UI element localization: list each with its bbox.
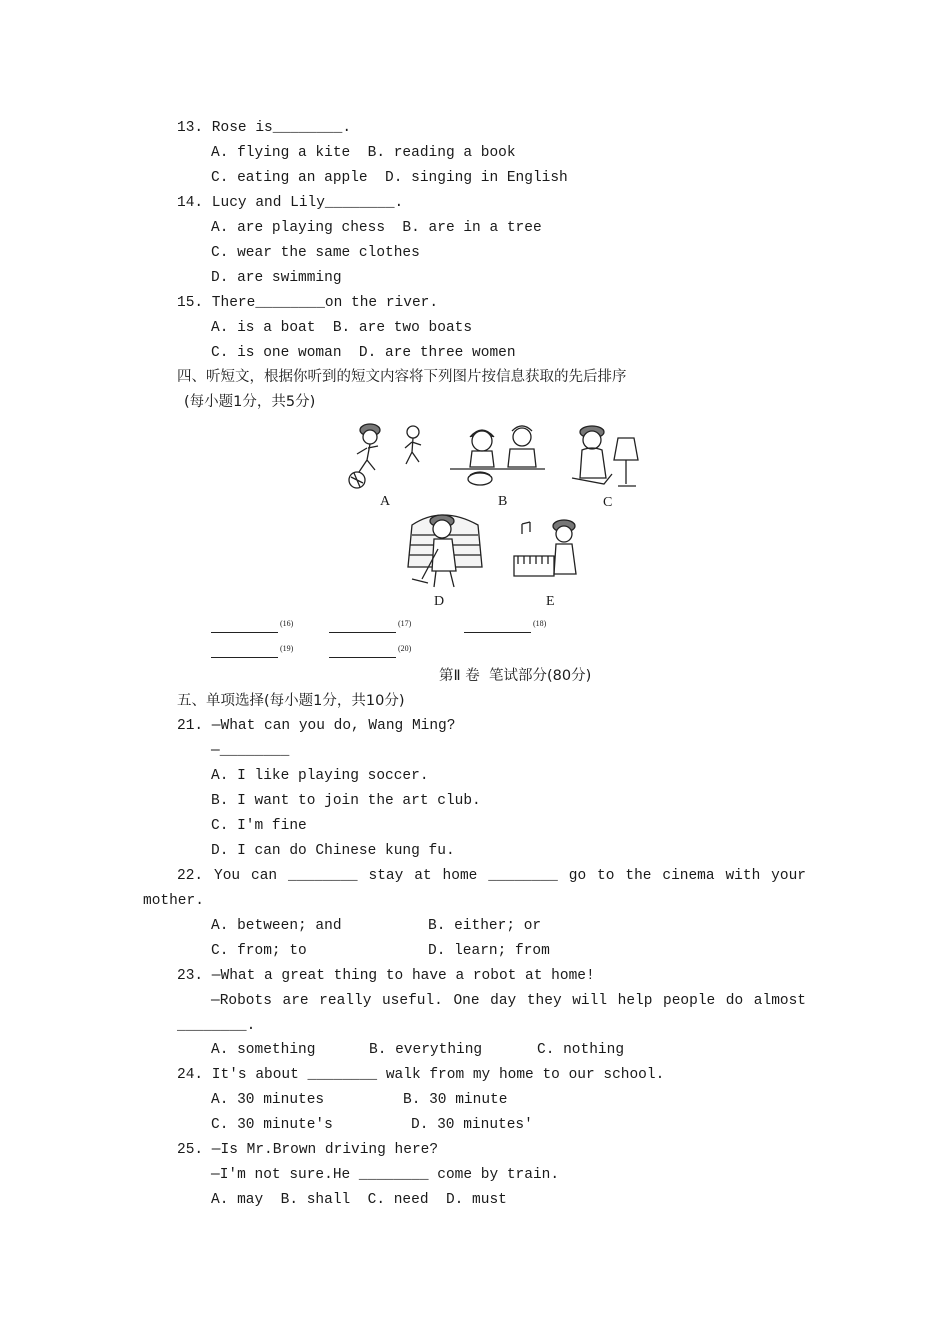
q24-option-c: C. 30 minute's — [211, 1117, 333, 1133]
q23-option-a: A. something — [211, 1042, 316, 1058]
answer-blank-16[interactable] — [211, 632, 278, 633]
q21-option-c: C. I'm fine — [211, 818, 307, 834]
q14-option-c: C. wear the same clothes — [211, 245, 420, 261]
picture-c-label: C — [603, 495, 613, 510]
q22-option-a: A. between; and — [211, 918, 342, 934]
q22-stem-continued: mother. — [143, 893, 204, 909]
picture-c-reading-by-lamp — [552, 422, 647, 497]
q22-option-c: C. from; to — [211, 943, 307, 959]
q23-option-b: B. everything — [369, 1042, 483, 1058]
q23-stem: 23. —What a great thing to have a robot at home! — [177, 968, 595, 984]
q21-option-a: A. I like playing soccer. — [211, 768, 429, 784]
picture-d-cleaning — [398, 505, 493, 595]
section4-subtitle: (每小题1分，共5分) — [184, 394, 316, 410]
q13-options-cd: C. eating an apple D. singing in English — [211, 170, 568, 186]
picture-d-label: D — [434, 594, 445, 609]
q23-line3: ________. — [177, 1018, 256, 1034]
q14-stem: 14. Lucy and Lily________. — [177, 195, 404, 211]
q23-line2: —Robots are really useful. One day they will help people do almost — [211, 993, 806, 1009]
q15-options-cd: C. is one woman D. are three women — [211, 345, 516, 361]
blank-number-16: (16) — [280, 619, 294, 628]
answer-blank-19[interactable] — [211, 657, 278, 658]
q15-options-ab: A. is a boat B. are two boats — [211, 320, 473, 336]
q15-stem: 15. There________on the river. — [177, 295, 439, 311]
part2-heading: 第Ⅱ 卷 笔试部分(80分) — [439, 668, 592, 684]
picture-a-playing-soccer — [343, 420, 438, 495]
answer-blank-18[interactable] — [464, 632, 531, 633]
q21-stem: 21. —What can you do, Wang Ming? — [177, 718, 456, 734]
answer-blank-20[interactable] — [329, 657, 396, 658]
picture-e-label: E — [546, 594, 555, 609]
blank-number-19: (19) — [280, 644, 294, 653]
section5-title: 五、单项选择(每小题1分，共10分) — [177, 693, 405, 709]
picture-e-playing-piano — [510, 516, 590, 591]
blank-number-20: (20) — [398, 644, 412, 653]
q25-stem: 25. —Is Mr.Brown driving here? — [177, 1142, 439, 1158]
q21-option-b: B. I want to join the art club. — [211, 793, 481, 809]
q23-option-c: C. nothing — [537, 1042, 625, 1058]
blank-number-17: (17) — [398, 619, 412, 628]
q24-option-b: B. 30 minute — [403, 1092, 508, 1108]
q22-stem: 22. You can ________ stay at home ________ go to the cinema with your — [177, 868, 806, 884]
q14-options-ab: A. are playing chess B. are in a tree — [211, 220, 542, 236]
q21-answer-line: —________ — [211, 743, 290, 759]
q14-option-d: D. are swimming — [211, 270, 342, 286]
answer-blank-17[interactable] — [329, 632, 396, 633]
q24-option-d: D. 30 minutes' — [411, 1117, 533, 1133]
q25-options: A. may B. shall C. need D. must — [211, 1192, 507, 1208]
picture-a-label: A — [380, 494, 391, 509]
q24-option-a: A. 30 minutes — [211, 1092, 325, 1108]
q13-options-ab: A. flying a kite B. reading a book — [211, 145, 516, 161]
q22-option-d: D. learn; from — [428, 943, 550, 959]
q25-line2: —I'm not sure.He ________ come by train. — [211, 1167, 560, 1183]
section4-title: 四、听短文，根据你听到的短文内容将下列图片按信息获取的先后排序 — [177, 369, 627, 385]
picture-b-kids-at-table — [450, 423, 545, 493]
blank-number-18: (18) — [533, 619, 547, 628]
picture-b-label: B — [498, 494, 508, 509]
q22-option-b: B. either; or — [428, 918, 542, 934]
q24-stem: 24. It's about ________ walk from my home to our school. — [177, 1067, 665, 1083]
q21-option-d: D. I can do Chinese kung fu. — [211, 843, 455, 859]
q13-stem: 13. Rose is________. — [177, 120, 352, 136]
